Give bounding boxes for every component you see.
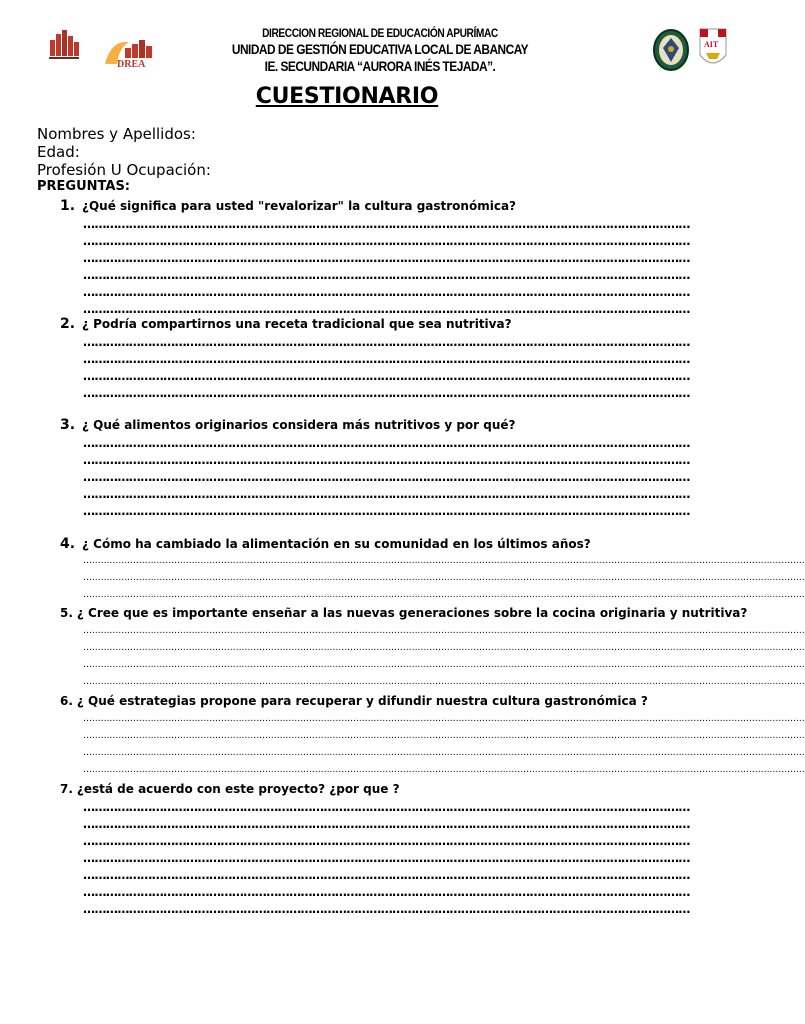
- answer-lines-4[interactable]: ………………………………………………………………………………………………………………………………………………………………………………………………………………………… ………………………………………………………………………………………………………………………………………………………………………………………………………………………… …………………………………………………………………………………………………………………………………………………………………………………………………………………………: [83, 556, 805, 600]
- question-text: ¿ Qué alimentos originarios considera más nutritivos y por qué?: [82, 418, 516, 432]
- respondent-fields: [37, 125, 211, 179]
- answer-lines-5[interactable]: ………………………………………………………………………………………………………………………………………………………………………………………………………………………… ………………………………………………………………………………………………………………………………………………………………………………………………………………………… ………………………………………………………………………………………………………………………………………………………………………………………………………………………… …………………………………………………………………………………………………………………………………………………………………………………………………………………………: [83, 626, 805, 687]
- name-field-label: Nombres y Apellidos:: [37, 125, 196, 143]
- question-number: 3.: [60, 417, 76, 433]
- question-number: 7.: [60, 782, 73, 796]
- institution-heading: [180, 26, 580, 74]
- question-4: [60, 536, 591, 552]
- question-number: 2.: [60, 316, 76, 332]
- answer-lines-6[interactable]: ………………………………………………………………………………………………………………………………………………………………………………………………………………………… ………………………………………………………………………………………………………………………………………………………………………………………………………………………… ………………………………………………………………………………………………………………………………………………………………………………………………………………………… …………………………………………………………………………………………………………………………………………………………………………………………………………………………: [83, 714, 805, 775]
- question-text: ¿ Podría compartirnos una receta tradicional que sea nutritiva?: [82, 317, 512, 331]
- question-text: ¿ Qué estrategias propone para recuperar y difundir nuestra cultura gastronómica ?: [76, 694, 648, 708]
- question-text: ¿ Cree que es importante enseñar a las nuevas generaciones sobre la cocina originaria y nutritiva?: [76, 606, 748, 620]
- question-number: 4.: [60, 536, 76, 552]
- question-text: ¿está de acuerdo con este proyecto? ¿por que ?: [76, 782, 400, 796]
- question-2: [60, 316, 512, 332]
- age-field-label: Edad:: [37, 143, 80, 161]
- regional-direction-line: DIRECCION REGIONAL DE EDUCACIÓN APURÍMAC: [262, 26, 498, 40]
- ugel-line: UNIDAD DE GESTIÓN EDUCATIVA LOCAL DE ABANCAY: [231, 41, 529, 57]
- question-number: 1.: [60, 198, 76, 214]
- question-number: 5.: [60, 606, 73, 620]
- question-1: [60, 198, 516, 214]
- ait-logo: [697, 25, 729, 73]
- question-7: [60, 782, 400, 796]
- questions-heading: PREGUNTAS:: [37, 179, 131, 194]
- drea-logo-text: DREA: [117, 59, 146, 70]
- answer-lines-2[interactable]: …………………………………………………………………………………………………………………………………………… …………………………………………………………………………………………………………………………………………… …………………………………………………………………………………………………………………………………………… ……………………………………………………………………………………………………………………………………………: [83, 335, 690, 400]
- question-3: [60, 417, 515, 433]
- answer-lines-3[interactable]: …………………………………………………………………………………………………………………………………………… …………………………………………………………………………………………………………………………………………… …………………………………………………………………………………………………………………………………………… …………………………………………………………………………………………………………………………………………… ……………………………………………………………………………………………………………………………………………: [83, 436, 690, 518]
- answer-lines-7[interactable]: …………………………………………………………………………………………………………………………………………… …………………………………………………………………………………………………………………………………………… …………………………………………………………………………………………………………………………………………… …………………………………………………………………………………………………………………………………………… …………………………………………………………………………………………………………………………………………… …………………………………………………………………………………………………………………………………………… ……………………………………………………………………………………………………………………………………………: [83, 800, 690, 916]
- question-6: [60, 694, 648, 708]
- question-number: 6.: [60, 694, 73, 708]
- question-5: [60, 606, 747, 620]
- question-text: ¿ Cómo ha cambiado la alimentación en su comunidad en los últimos años?: [82, 537, 591, 551]
- ugel-logo: [46, 26, 82, 62]
- answer-lines-1[interactable]: …………………………………………………………………………………………………………………………………………… …………………………………………………………………………………………………………………………………………… …………………………………………………………………………………………………………………………………………… …………………………………………………………………………………………………………………………………………… …………………………………………………………………………………………………………………………………………… ……………………………………………………………………………………………………………………………………………: [83, 217, 690, 316]
- profession-field-label: Profesión U Ocupación:: [37, 161, 211, 179]
- school-seal-logo: [652, 28, 690, 72]
- question-text: ¿Qué significa para usted "revalorizar" la cultura gastronómica?: [82, 199, 516, 213]
- page-title: CUESTIONARIO: [255, 84, 439, 109]
- school-line: IE. SECUNDARIA “AURORA INÉS TEJADA”.: [264, 58, 496, 74]
- ait-logo-text: AIT: [704, 40, 719, 49]
- drea-logo: [101, 34, 155, 70]
